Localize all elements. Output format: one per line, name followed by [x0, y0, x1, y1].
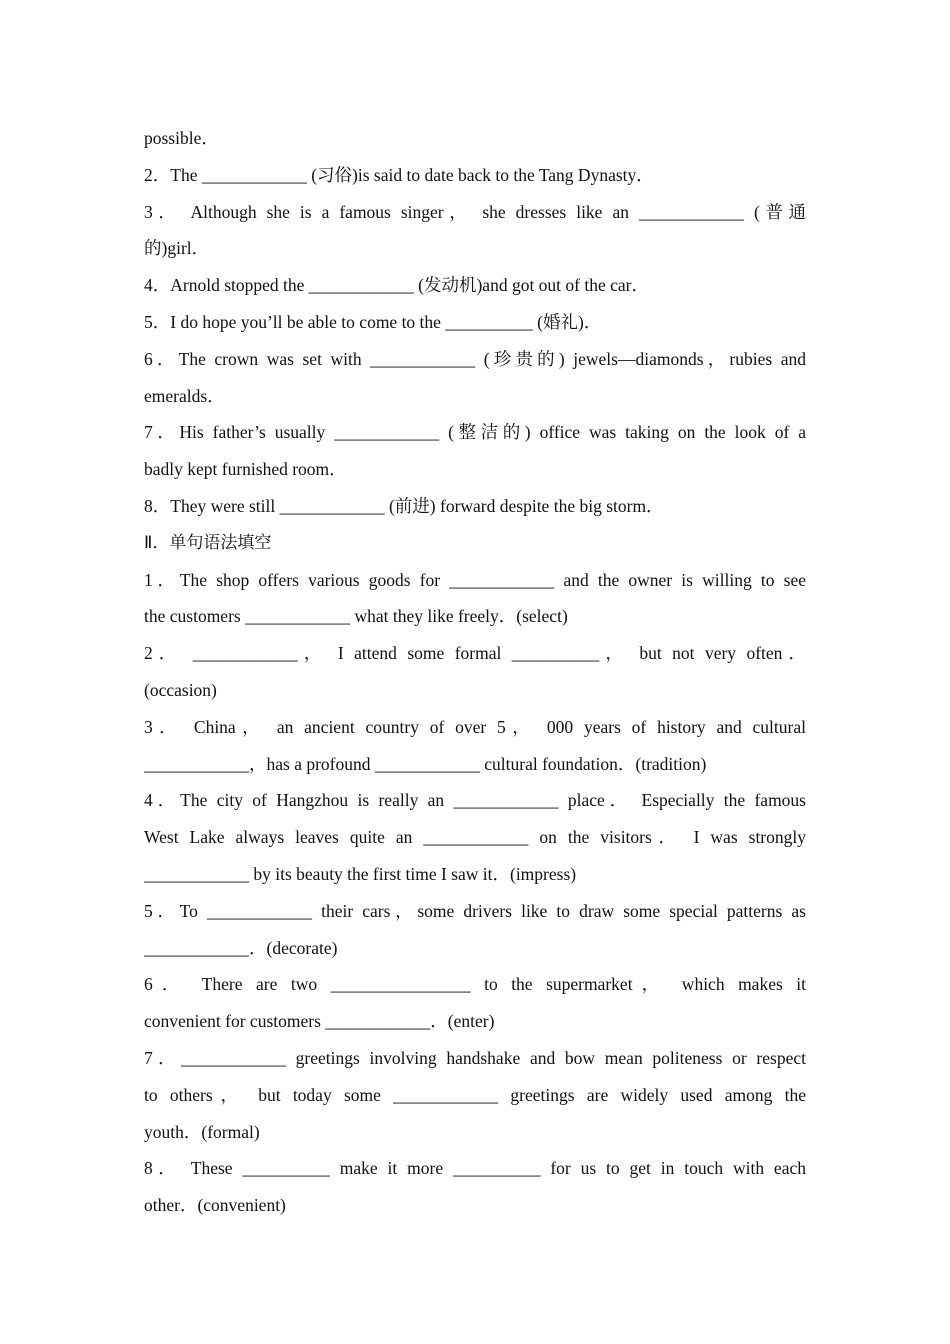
grammar-q4-continuation: West Lake always leaves quite an ____________ on the visitors． I was strongly	[144, 827, 806, 848]
grammar-q5-line: 5．To ____________ their cars，some drivers like to draw some special patterns as	[144, 900, 806, 921]
grammar-q2-line: 2． ____________， I attend some formal __________， but not very often．	[144, 643, 806, 664]
grammar-q1-line: 1．The shop offers various goods for ____________ and the owner is willing to see	[144, 569, 806, 590]
question-5-line: 5．I do hope you’ll be able to come to the __________ (婚礼)．	[144, 311, 602, 332]
question-3-line: 3． Although she is a famous singer， she dresses like an ____________ (普通	[144, 201, 806, 222]
grammar-q7-continuation-2: youth．(formal)	[144, 1121, 260, 1142]
question-6-continuation: emeralds．	[144, 385, 225, 406]
question-6-line: 6．The crown was set with ____________ (珍贵的) jewels—diamonds，rubies and	[144, 348, 806, 369]
grammar-q4-continuation-2: ____________ by its beauty the first time I saw it．(impress)	[144, 863, 577, 884]
grammar-q2-continuation: (occasion)	[144, 679, 217, 700]
text-line: possible．	[144, 128, 219, 148]
grammar-q3-continuation: ____________，has a profound ____________ cultural foundation．(tradition)	[144, 753, 707, 774]
grammar-q6-continuation: convenient for customers ____________．(enter)	[144, 1011, 495, 1032]
grammar-q4-line: 4．The city of Hangzhou is really an ____________ place． Especially the famous	[144, 790, 806, 811]
question-7-continuation: badly kept furnished room．	[144, 459, 347, 480]
grammar-q8-line: 8． These __________ make it more __________ for us to get in touch with each	[144, 1158, 806, 1179]
section-2-heading: Ⅱ．单句语法填空	[144, 532, 272, 553]
question-2-line: 2．The ____________ (习俗)is said to date back to the Tang Dynasty．	[144, 164, 654, 185]
grammar-q3-line: 3． China， an ancient country of over 5， 000 years of history and cultural	[144, 716, 806, 737]
grammar-q8-continuation: other．(convenient)	[144, 1195, 286, 1216]
grammar-q5-continuation: ____________．(decorate)	[144, 937, 338, 958]
grammar-q7-continuation: to others， but today some ____________ greetings are widely used among the	[144, 1084, 806, 1105]
grammar-q7-line: 7．____________ greetings involving handshake and bow mean politeness or respect	[144, 1047, 806, 1068]
question-3-continuation: 的)girl．	[144, 238, 210, 259]
question-7-line: 7．His father’s usually ____________ (整洁的) office was taking on the look of a	[144, 422, 806, 443]
document-content	[144, 120, 806, 1224]
question-8-line: 8．They were still ____________ (前进) forward despite the big storm．	[144, 495, 664, 516]
question-4-line: 4．Arnold stopped the ____________ (发动机)and got out of the car．	[144, 275, 649, 296]
grammar-q6-line: 6． There are two ________________ to the supermarket， which makes it	[144, 974, 806, 995]
grammar-q1-continuation: the customers ____________ what they like freely．(select)	[144, 606, 568, 627]
